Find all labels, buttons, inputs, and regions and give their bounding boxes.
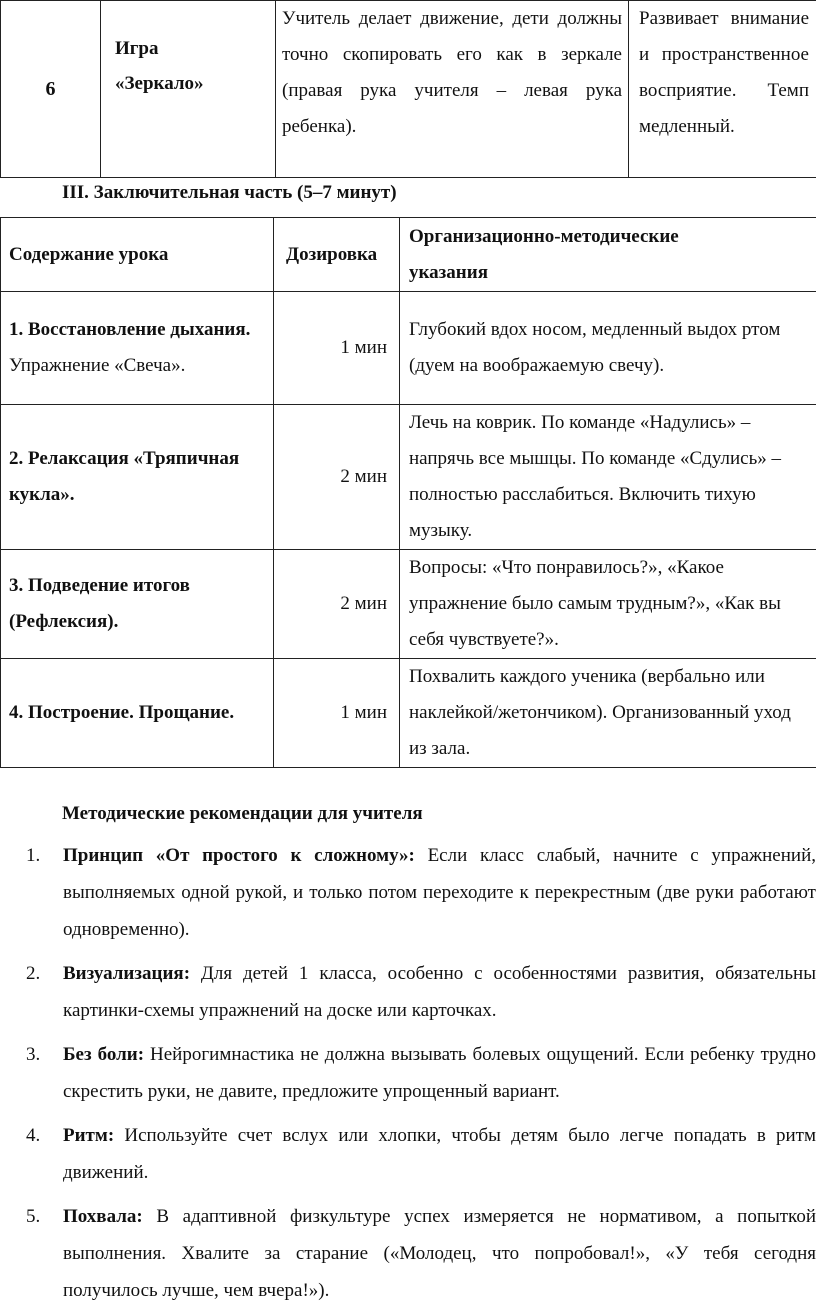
list-item-body: Если класс слабый, начните с упражнений, выполняемых одной рукой, и только потом переходите к перекрестным (две руки работают одновременно).: [63, 845, 816, 940]
list-item-text: [63, 1198, 816, 1309]
list-item-body: Используйте счет вслух или хлопки, чтобы детям было легче попадать в ритм движений.: [63, 1125, 816, 1183]
exercise-goal: Развивает внимание и пространственное восприятие. Темп медленный.: [629, 1, 816, 178]
list-item-body: В адаптивной физкультуре успех измеряется не нормативом, а попыткой выполнения. Хвалите за старание («Молодец, что попробовал!», «У тебя сегодня получилось лучше, чем вчера!»).: [63, 1206, 816, 1301]
final-part-table: [0, 217, 816, 768]
header-dosage: Дозировка: [274, 218, 400, 292]
table-row: [1, 550, 816, 659]
table-header-row: [1, 218, 816, 292]
list-item-bold: Ритм:: [63, 1125, 114, 1146]
list-item-bold: Похвала:: [63, 1206, 143, 1227]
row-guidance: Лечь на коврик. По команде «Надулись» – напрячь все мышцы. По команде «Сдулись» – полностью расслабиться. Включить тихую музыку.: [400, 405, 816, 550]
list-item-text: [63, 1117, 816, 1191]
list-item-bold: Визуализация:: [63, 963, 190, 984]
row-number: 6: [1, 1, 101, 178]
row-title-rest: Упражнение «Свеча».: [9, 355, 185, 376]
row-title-bold: 4. Построение. Прощание.: [9, 702, 234, 723]
row-content: [1, 292, 274, 405]
row-content: [1, 550, 274, 659]
table-row: [1, 659, 816, 768]
row-guidance: Вопросы: «Что понравилось?», «Какое упражнение было самым трудным?», «Как вы себя чувствуете?».: [400, 550, 816, 659]
previous-section-table: [0, 0, 816, 178]
exercise-name-line1: Игра: [115, 31, 275, 66]
exercise-name: [101, 1, 276, 178]
section-title: III. Заключительная часть (5–7 минут): [62, 182, 397, 204]
list-item-bold: Без боли:: [63, 1044, 144, 1065]
list-item: [26, 1036, 816, 1110]
list-item-number: 2.: [26, 955, 63, 1029]
table-row: [1, 405, 816, 550]
recommendations-title: Методические рекомендации для учителя: [62, 803, 423, 825]
row-guidance: Глубокий вдох носом, медленный выдох ртом (дуем на воображаемую свечу).: [400, 292, 816, 405]
row-guidance: Похвалить каждого ученика (вербально или наклейкой/жетончиком). Организованный уход из зала.: [400, 659, 816, 768]
list-item: [26, 1117, 816, 1191]
header-guidance-line1: Организационно-методические: [409, 219, 811, 255]
recommendations-list: [26, 837, 816, 1309]
list-item-bold: Принцип «От простого к сложному»:: [63, 845, 415, 866]
row-dosage: 2 мин: [274, 405, 400, 550]
list-item-text: [63, 955, 816, 1029]
list-item-number: 1.: [26, 837, 63, 948]
list-item-text: [63, 837, 816, 948]
list-item-number: 4.: [26, 1117, 63, 1191]
row-title-bold: 3. Подведение итогов (Рефлексия).: [9, 575, 190, 632]
list-item: [26, 1198, 816, 1309]
table-row: [1, 292, 816, 405]
list-item: [26, 837, 816, 948]
row-dosage: 1 мин: [274, 659, 400, 768]
row-title-bold: 2. Релаксация «Тряпичная кукла».: [9, 448, 239, 505]
row-title-bold: 1. Восстановление дыхания.: [9, 319, 250, 340]
list-item-body: Для детей 1 класса, особенно с особенностями развития, обязательны картинки-схемы упражнений на доске или карточках.: [63, 963, 816, 1021]
exercise-description: Учитель делает движение, дети должны точно скопировать его как в зеркале (правая рука учителя – левая рука ребенка).: [276, 1, 629, 178]
list-item: [26, 955, 816, 1029]
row-content: [1, 405, 274, 550]
list-item-body: Нейрогимнастика не должна вызывать болевых ощущений. Если ребенку трудно скрестить руки, не давите, предложите упрощенный вариант.: [63, 1044, 816, 1102]
list-item-number: 5.: [26, 1198, 63, 1309]
exercise-name-line2: «Зеркало»: [115, 66, 275, 101]
header-content: Содержание урока: [1, 218, 274, 292]
row-content: [1, 659, 274, 768]
list-item-text: [63, 1036, 816, 1110]
list-item-number: 3.: [26, 1036, 63, 1110]
table-row: [1, 1, 816, 178]
header-guidance-line2: указания: [409, 255, 811, 291]
header-guidance: [400, 218, 816, 292]
row-dosage: 1 мин: [274, 292, 400, 405]
row-dosage: 2 мин: [274, 550, 400, 659]
